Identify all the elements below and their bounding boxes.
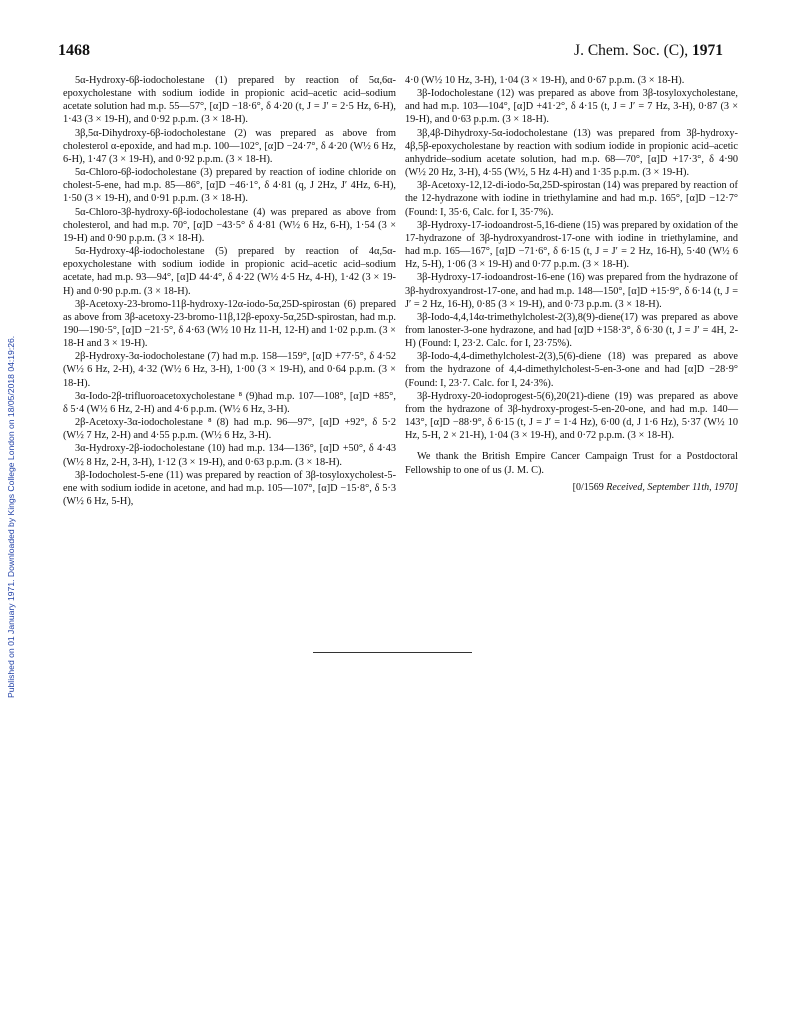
paragraph: 3β-Hydroxy-20-iodoprogest-5(6),20(21)-diene (19) was prepared as above from the hydrazone of 3β-hydroxy-progest-5-en-20-one, and had m.p. 140—143°, [α]D −88·9°, δ 6·15 (t, J = J′ = 1·4 Hz), 6·00 (d, J 1·6 Hz), 5·37 (W½ 10 Hz, 5-H, 2 × 21-H), 1·04 (3 × 19-H), and 0·72 p.p.m. (3 × 18-H). — [405, 390, 738, 442]
end-rule — [313, 652, 472, 653]
paragraph: 3α-Iodo-2β-trifluoroacetoxycholestane ⁸ (9)had m.p. 107—108°, [α]D +85°, δ 5·4 (W½ 6 Hz, 2-H) and 4·6 p.p.m. (W½ 6 Hz, 3-H). — [63, 390, 396, 415]
paragraph: 3β-Hydroxy-17-iodoandrost-5,16-diene (15) was prepared by oxidation of the 17-hydrazone of 3β-hydroxyandrost-17-one with iodine in triethylamine, and had m.p. 165—167°, [α]D −71·6°, δ 6·15 (t, J = J′ = 2 Hz, 16-H), 5·40 (W½ 6 Hz, 5-H), 1·06 (3 × 19-H) and 0·77 p.p.m. (3 × 18-H). — [405, 219, 738, 271]
paragraph-continued: 4·0 (W½ 10 Hz, 3-H), 1·04 (3 × 19-H), and 0·67 p.p.m. (3 × 18-H). — [405, 75, 685, 86]
acknowledgement: We thank the British Empire Cancer Campaign Trust for a Postdoctoral Fellowship to one of us (J. M. C). — [405, 451, 738, 476]
paragraph: 3β-Acetoxy-23-bromo-11β-hydroxy-12α-iodo-5α,25D-spirostan (6) prepared as above from 3β-acetoxy-23-bromo-11β,12β-epoxy-5α,25D-spirostan, had m.p. 190—190·5°, [α]D −21·5°, δ 4·63 (W½ 10 Hz 11-H, 12-H) and 1·02 p.p.m. (3 × 18-H and 3 × 19-H). — [63, 298, 396, 350]
paragraph: 3β,4β-Dihydroxy-5α-iodocholestane (13) was prepared from 3β-hydroxy-4β,5β-epoxycholestane by reaction with sodium iodide in propionic acid–acetic anhydride–sodium acetate solution, had m.p. 68—70°, [α]D +17·3°, δ 4·90 (W½ 20 Hz, 3-H), 4·55 (W½, 5 Hz 4-H) and 1·35 p.p.m. (3 × 19-H). — [405, 127, 738, 179]
left-column — [63, 74, 396, 508]
paragraph: 3β-Iodocholestane (12) was prepared as above from 3β-tosyloxycholestane, and had m.p. 103—104°, [α]D +41·2°, δ 4·15 (t, J = J′ = 7 Hz, 3-H), 0·87 (3 × 19-H), and 0·63 p.p.m. (3 × 18-H). — [405, 88, 738, 126]
journal-name: J. Chem. Soc. (C), — [574, 42, 689, 59]
paragraph: 2β-Hydroxy-3α-iodocholestane (7) had m.p. 158—159°, [α]D +77·5°, δ 4·52 (W½ 6 Hz, 2-H), 4·32 (W½ 6 Hz, 3-H), 1·00 (3 × 19-H), and 0·64 p.p.m. (3 × 18-H). — [63, 351, 396, 389]
paragraph: 3β-Iodo-4,4-dimethylcholest-2(3),5(6)-diene (18) was prepared as above from the hydrazone of 4,4-dimethylcholest-5-en-3-one and had [α]D −28·9° (Found: I, 23·7. Calc. for I, 24·3%). — [405, 351, 738, 389]
paragraph: 3β,5α-Dihydroxy-6β-iodocholestane (2) was prepared as above from cholesterol α-epoxide, and had m.p. 100—102°, [α]D −24·7°, δ 4·20 (W½ 6 Hz, 6-H), 1·47 (3 × 19-H), and 0·92 p.p.m. (3 × 18-H). — [63, 127, 396, 165]
paragraph: 5α-Chloro-3β-hydroxy-6β-iodocholestane (4) was prepared as above from cholesterol, and had m.p. 70°, [α]D −43·5° δ 4·81 (W½ 6 Hz, 6-H), 1·54 (3 × 19-H) and 0·90 p.p.m. (3 × 18-H). — [63, 206, 396, 244]
paragraph: 3α-Hydroxy-2β-iodocholestane (10) had m.p. 134—136°, [α]D +50°, δ 4·43 (W½ 8 Hz, 2-H, 3-H), 1·12 (3 × 19-H), and 0·63 p.p.m. (3 × 18-H). — [63, 443, 396, 468]
paragraph: 3β-Hydroxy-17-iodoandrost-16-ene (16) was prepared from the hydrazone of 3β-hydroxyandrost-17-one, and had m.p. 148—150°, [α]D +15·9°, δ 6·14 (t, J = J′ = 2 Hz, 16-H), 0·85 (3 × 19-H), and 0·73 p.p.m. (3 × 18-H). — [405, 272, 738, 310]
paragraph: 3β-Acetoxy-12,12-di-iodo-5α,25D-spirostan (14) was prepared by reaction of the 12-hydrazone with iodine in triethylamine and had m.p. 165°, [α]D −12·7° (Found: I, 35·6, Calc. for I, 35·7%). — [405, 180, 738, 218]
manuscript-ref: [0/1569 — [572, 481, 604, 493]
download-notice — [4, 200, 18, 700]
right-column — [405, 74, 738, 494]
page-number: 1468 — [58, 42, 90, 59]
journal-header — [574, 42, 723, 60]
paragraph: 5α-Hydroxy-4β-iodocholestane (5) prepared by reaction of 4α,5α-epoxycholestane with sodium iodide in propionic acid–acetic acid–sodium acetate, had m.p. 93—94°, [α]D 44·4°, δ 4·22 (W½ 4·5 Hz, 4-H), 1·42 (3 × 19-H) and 0·90 p.p.m. (3 × 18-H). — [63, 246, 396, 297]
paragraph: 3β-Iodocholest-5-ene (11) was prepared by reaction of 3β-tosyloxycholest-5-ene with sodium iodide in acetone, and had m.p. 105—107°, [α]D −15·8°, δ 5·3 (W½ 6 Hz, 5-H), — [63, 469, 396, 507]
paragraph: 5α-Hydroxy-6β-iodocholestane (1) prepared by reaction of 5α,6α-epoxycholestane with sodium iodide in propionic acid–acetic acid–sodium acetate solution had m.p. 55—57°, [α]D −18·6°, δ 4·20 (t, J = J′ = 2·5 Hz, 6-H), 1·43 (3 × 19-H), and 0·92 p.p.m. (3 × 18-H). — [63, 75, 396, 126]
journal-year: 1971 — [692, 42, 723, 59]
received-date: Received, September 11th, 1970] — [606, 481, 738, 493]
received-line — [405, 481, 738, 494]
paragraph: 3β-Iodo-4,4,14α-trimethylcholest-2(3),8(9)-diene(17) was prepared as above from lanoster-3-one hydrazone, and had [α]D +158·3°, δ 6·30 (t, J = J′ = 4H, 2-H) (Found: I, 23·2. Calc. for I, 23·75%). — [405, 311, 738, 350]
download-notice-text: Published on 01 January 1971. Downloaded by Kings College London on 18/05/2018 04:19:26. — [6, 335, 16, 698]
paragraph: 2β-Acetoxy-3α-iodocholestane ⁸ (8) had m.p. 96—97°, [α]D +92°, δ 5·2 (W½ 7 Hz, 2-H) and 4·55 p.p.m. (W½ 6 Hz, 3-H). — [63, 417, 396, 442]
paragraph: 5α-Chloro-6β-iodocholestane (3) prepared by reaction of iodine chloride on cholest-5-ene, had m.p. 85—86°, [α]D −46·1°, δ 4·81 (q, J 2Hz, J′ 4Hz, 6-H), 1·50 (3 × 19-H), and 0·91 p.p.m. (3 × 18-H). — [63, 167, 396, 205]
